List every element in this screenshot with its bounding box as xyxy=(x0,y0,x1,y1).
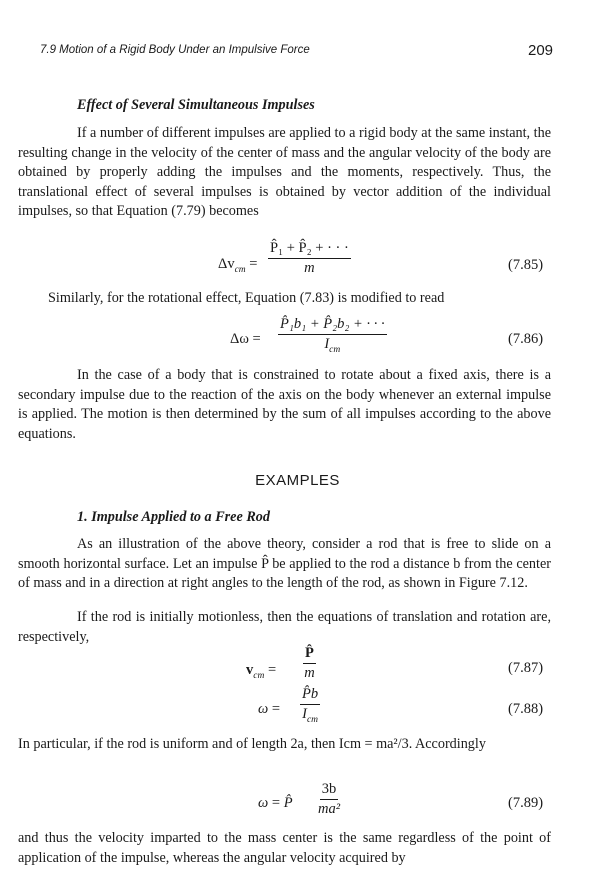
paragraph: Similarly, for the rotational effect, Equation (7.83) is modified to read xyxy=(48,290,445,306)
numerator: P̂ xyxy=(303,645,316,664)
paragraph: As an illustration of the above theory, consider a rod that is free to slide on a smooth horizontal surface. Let an impulse P̂ be applied to the rod a distance b from the center of mass and in a direction at right angles to the length of the rod, as shown in Figure 7.12. xyxy=(18,536,551,591)
equation-lhs: ω = P̂ xyxy=(258,795,293,811)
equation-number: (7.86) xyxy=(508,331,544,347)
paragraph: If a number of different impulses are applied to a rigid body at the same instant, the resulting change in the velocity of the center of mass and the angular velocity of the body are obtained by properly adding the impulses and the moments, respectively. Thus, the translational effect of several impulses is obtained by vector addition of the individual impulses, so that Equation (7.79) becomes xyxy=(18,125,551,219)
equation-number: (7.88) xyxy=(508,701,544,717)
denominator: m xyxy=(304,260,315,276)
numerator: P̂₁ + P̂₂ + · · · xyxy=(268,240,351,259)
paragraph: In the case of a body that is constrained to rotate about a fixed axis, there is a secondary impulse due to the reaction of the axis on the body whenever an external impulse is applied. The motion is then determined by the sum of all impulses according to the above equations. xyxy=(18,367,551,442)
paragraph: and thus the velocity imparted to the mass center is the same regardless of the point of application of the impulse, whereas the angular velocity acquired by xyxy=(18,830,551,866)
examples-heading: EXAMPLES xyxy=(255,472,340,489)
denominator: $I_{cm}$ xyxy=(324,336,341,355)
equation-lhs: ω = xyxy=(258,701,281,717)
denominator: ma² xyxy=(318,801,341,817)
equation-number: (7.87) xyxy=(508,660,544,676)
equation-lhs: $v_{cm}$ = xyxy=(246,662,277,681)
paragraph: In particular, if the rod is uniform and of length 2a, then Icm = ma²/3. Accordingly xyxy=(18,736,486,752)
equation-fraction xyxy=(318,781,340,818)
subsection-title: Effect of Several Simultaneous Impulses xyxy=(77,97,315,113)
equation-number: (7.85) xyxy=(508,257,544,273)
equation-fraction xyxy=(278,316,387,355)
equation-lhs: $\Delta v_{cm}$ = xyxy=(218,256,258,275)
section-title: 7.9 Motion of a Rigid Body Under an Impulsive Force xyxy=(40,44,310,56)
equation-fraction xyxy=(268,240,351,277)
numerator: 3b xyxy=(320,781,339,800)
example-title: 1. Impulse Applied to a Free Rod xyxy=(77,509,270,525)
paragraph: If the rod is initially motionless, then the equations of translation and rotation are, respectively, xyxy=(18,609,551,645)
denominator: m xyxy=(304,665,315,681)
equation-fraction xyxy=(300,686,320,725)
page-number: 209 xyxy=(528,42,554,59)
equation-fraction xyxy=(303,645,316,682)
equation-number: (7.89) xyxy=(508,795,544,811)
numerator: P̂b xyxy=(300,686,320,705)
numerator: P̂₁b₁ + P̂₂b₂ + · · · xyxy=(278,316,387,335)
equation-lhs: Δω = xyxy=(230,331,261,347)
denominator: $I_{cm}$ xyxy=(302,706,319,725)
